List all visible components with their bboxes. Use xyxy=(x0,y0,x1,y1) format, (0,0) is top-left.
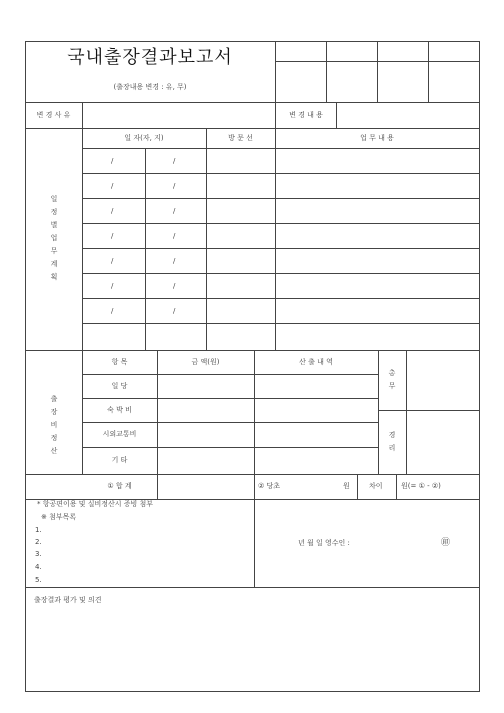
total-label: ① 합 계 xyxy=(107,482,132,490)
date-separator: / xyxy=(111,157,114,165)
attachment-item: 5. xyxy=(35,576,42,584)
expense-row-label: 숙 박 비 xyxy=(107,406,132,414)
receipt-text: 년 월 일 영수인 : xyxy=(298,539,350,547)
attachment-item: 1. xyxy=(35,526,42,534)
expense-section-label: 출장비정산 xyxy=(50,395,58,455)
attachment-note: * 항공편이용 및 실비정산시 증빙 첨부 xyxy=(37,500,154,508)
approval-box-4[interactable] xyxy=(429,42,479,61)
schedule-header-place: 방 문 선 xyxy=(228,134,253,142)
expense-table[interactable] xyxy=(158,375,378,473)
expense-row-label: 일 당 xyxy=(111,382,128,390)
evaluation-label: 출장결과 평가 및 의견 xyxy=(34,596,102,604)
evaluation-field[interactable] xyxy=(26,610,479,690)
date-separator: / xyxy=(173,207,176,215)
attachment-item: 3. xyxy=(35,550,42,558)
schedule-section-label: 일정별업무계획 xyxy=(50,195,58,281)
schedule-header-work: 업 무 내 용 xyxy=(360,134,394,142)
expense-row-label: 기 타 xyxy=(111,456,128,464)
general-affairs-label: 총무 xyxy=(388,369,396,390)
diff-formula: 원(= ① - ②) xyxy=(401,482,441,490)
diff-label: 차이 xyxy=(369,482,383,490)
date-separator: / xyxy=(111,182,114,190)
date-separator: / xyxy=(111,257,114,265)
date-separator: / xyxy=(173,307,176,315)
change-content-field[interactable] xyxy=(337,103,479,128)
general-affairs-sign-box[interactable] xyxy=(407,351,479,410)
initial-label: ② 당초 xyxy=(258,482,281,490)
approval-box-2[interactable] xyxy=(327,42,377,61)
change-content-label: 변 경 내 용 xyxy=(289,111,323,119)
expense-header-amount: 금 액(원) xyxy=(191,358,220,366)
attachment-list-title: ※ 첨부목록 xyxy=(41,513,77,521)
date-separator: / xyxy=(173,232,176,240)
seal-mark: ㊞ xyxy=(441,538,451,548)
page-title: 국내출장결과보고서 xyxy=(67,47,233,68)
date-separator: / xyxy=(173,157,176,165)
schedule-header-date: 일 자(자, 지) xyxy=(124,134,164,142)
page-subtitle: (출장내용 변경 : 유, 무) xyxy=(113,83,187,91)
attachment-item: 2. xyxy=(35,538,42,546)
attachment-item: 4. xyxy=(35,563,42,571)
date-separator: / xyxy=(173,182,176,190)
change-reason-field[interactable] xyxy=(83,103,275,128)
approval-box-1[interactable] xyxy=(276,42,326,61)
expense-row-label: 시외교통비 xyxy=(102,430,137,438)
accounting-label: 경리 xyxy=(388,431,396,452)
won-unit: 원 xyxy=(343,482,350,490)
expense-header-item: 항 목 xyxy=(111,358,128,366)
date-separator: / xyxy=(111,307,114,315)
date-separator: / xyxy=(173,282,176,290)
total-amount-field[interactable] xyxy=(158,475,254,499)
date-separator: / xyxy=(173,257,176,265)
date-separator: / xyxy=(111,207,114,215)
date-separator: / xyxy=(111,282,114,290)
change-reason-label: 변 경 사 유 xyxy=(36,111,71,119)
expense-header-calc: 산 출 내 역 xyxy=(299,358,333,366)
approval-box-3[interactable] xyxy=(378,42,428,61)
date-separator: / xyxy=(111,232,114,240)
schedule-table[interactable] xyxy=(83,149,479,350)
accounting-sign-box[interactable] xyxy=(407,411,479,473)
